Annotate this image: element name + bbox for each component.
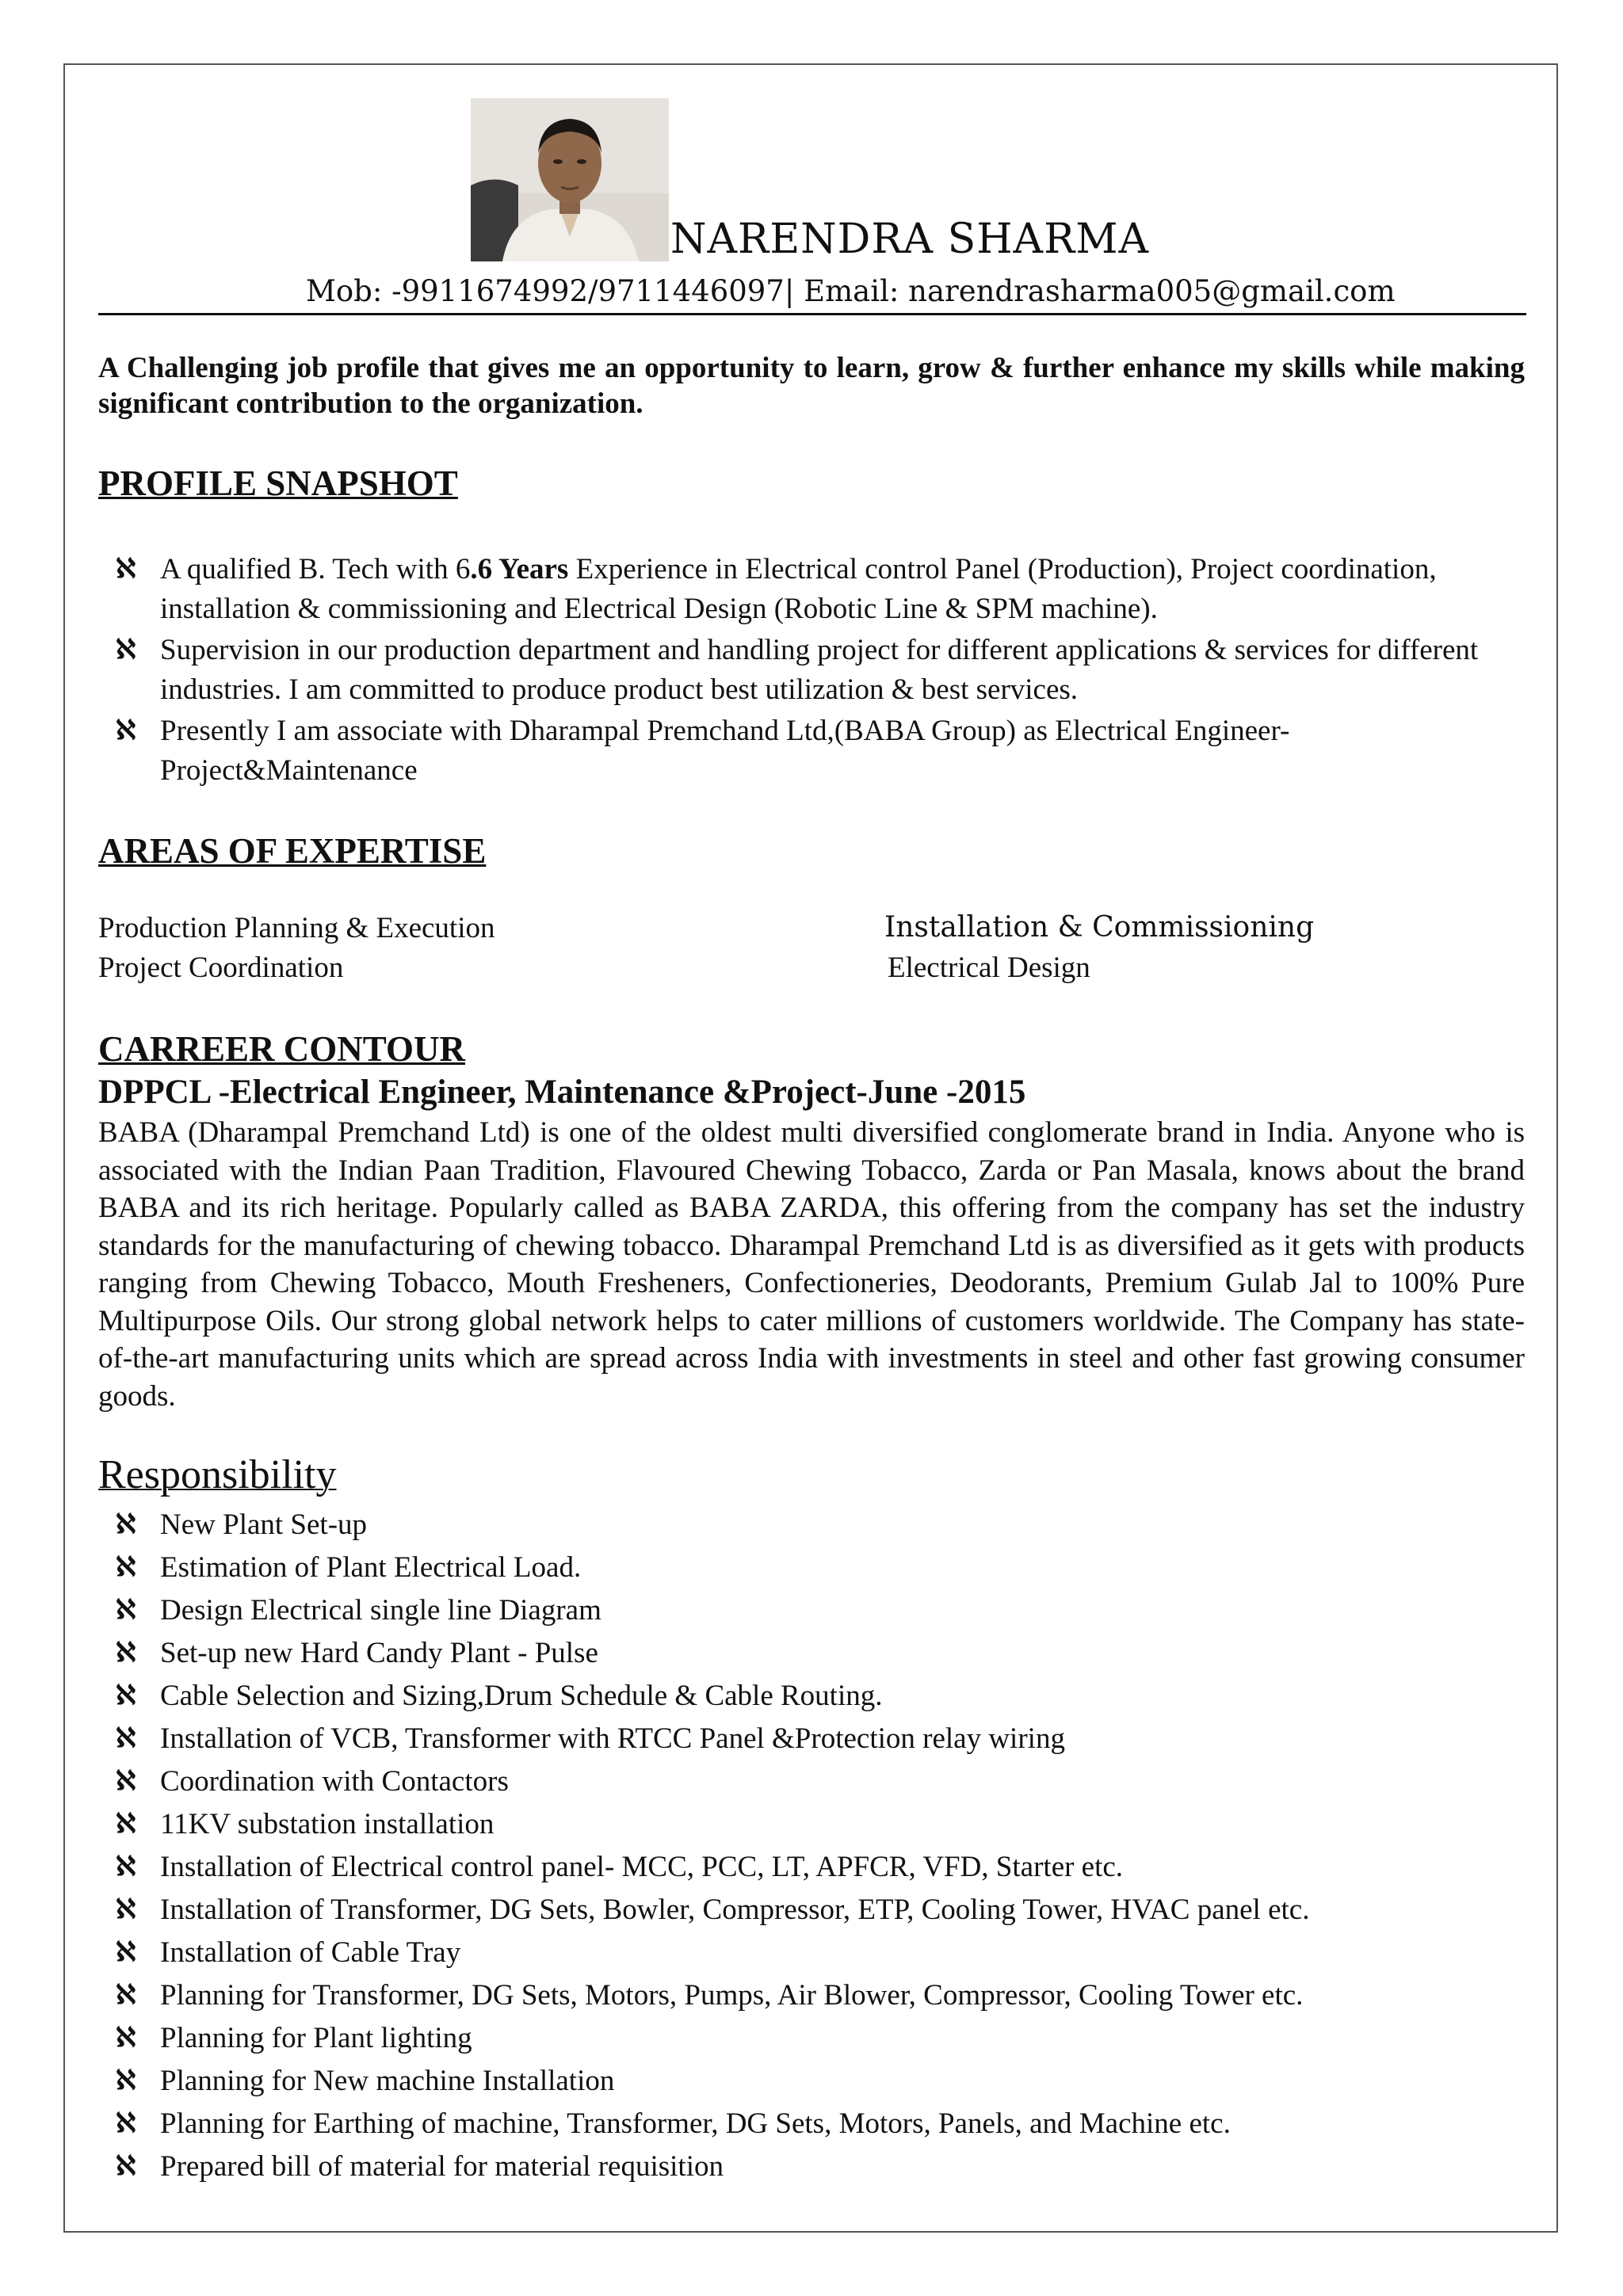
bullet-icon: ℵ xyxy=(116,1852,136,1882)
list-item: ℵ A qualified B. Tech with 6.6 Years Experience in Electrical control Panel (Production), Project coordination, installation & commissioning and Electrical Design (Robotic Line & SPM machine). xyxy=(98,550,1541,629)
bullet-icon: ℵ xyxy=(116,1981,136,2010)
bullet-icon: ℵ xyxy=(116,1553,136,1582)
profile-snapshot-heading: PROFILE SNAPSHOT xyxy=(98,463,458,503)
responsibility-heading: Responsibility xyxy=(98,1452,337,1497)
responsibility-list xyxy=(98,1504,1541,2188)
areas-of-expertise-heading: AREAS OF EXPERTISE xyxy=(98,831,487,871)
bullet-icon: ℵ xyxy=(116,1810,136,1839)
list-item: ℵ New Plant Set-up xyxy=(98,1504,1541,1547)
expertise-item: Installation & Commissioning xyxy=(884,911,1315,944)
bullet-icon: ℵ xyxy=(116,1510,136,1539)
header-divider xyxy=(98,313,1526,315)
list-item: ℵ Estimation of Plant Electrical Load. xyxy=(98,1547,1541,1589)
bullet-icon: ℵ xyxy=(116,1938,136,1967)
bullet-icon: ℵ xyxy=(116,555,136,584)
list-item: ℵ Planning for Earthing of machine, Transformer, DG Sets, Motors, Panels, and Machine etc. xyxy=(98,2103,1541,2145)
bullet-icon: ℵ xyxy=(116,1638,136,1668)
bullet-icon: ℵ xyxy=(116,1895,136,1924)
bullet-icon: ℵ xyxy=(116,1681,136,1711)
list-item: ℵ Planning for Transformer, DG Sets, Motors, Pumps, Air Blower, Compressor, Cooling Tower etc. xyxy=(98,1974,1541,2017)
list-item: ℵ Supervision in our production department and handling project for different applications & services for different industries. I am committed to produce product best utilization & best services. xyxy=(98,631,1541,710)
list-item: ℵ Planning for Plant lighting xyxy=(98,2017,1541,2060)
bullet-icon: ℵ xyxy=(116,2109,136,2138)
list-item: ℵ Coordination with Contactors xyxy=(98,1760,1541,1803)
profile-snapshot-list xyxy=(98,550,1541,792)
list-item: ℵ Installation of VCB, Transformer with RTCC Panel &Protection relay wiring xyxy=(98,1718,1541,1760)
list-item: ℵ Prepared bill of material for material requisition xyxy=(98,2145,1541,2188)
list-item: ℵ Installation of Electrical control panel- MCC, PCC, LT, APFCR, VFD, Starter etc. xyxy=(98,1846,1541,1889)
list-item: ℵ 11KV substation installation xyxy=(98,1803,1541,1846)
list-item: ℵ Set-up new Hard Candy Plant - Pulse xyxy=(98,1632,1541,1675)
profile-photo xyxy=(471,98,669,261)
bullet-icon: ℵ xyxy=(116,2066,136,2096)
job-title: DPPCL -Electrical Engineer, Maintenance &Project-June -2015 xyxy=(98,1074,1026,1111)
expertise-item: Project Coordination xyxy=(98,952,344,984)
bullet-icon: ℵ xyxy=(116,716,136,746)
bullet-icon: ℵ xyxy=(116,1767,136,1796)
contact-info: Mob: -9911674992/9711446097| Email: narendrasharma005@gmail.com xyxy=(306,274,1396,308)
bullet-icon: ℵ xyxy=(116,2023,136,2053)
list-item: ℵ Installation of Cable Tray xyxy=(98,1932,1541,1974)
list-item: ℵ Design Electrical single line Diagram xyxy=(98,1589,1541,1632)
expertise-item: Electrical Design xyxy=(888,952,1090,984)
expertise-item: Production Planning & Execution xyxy=(98,912,495,944)
bullet-icon: ℵ xyxy=(116,1596,136,1625)
career-objective: A Challenging job profile that gives me an opportunity to learn, grow & further enhance my skills while making significant contribution to the organization. xyxy=(98,352,1525,420)
candidate-name: NARENDRA SHARMA xyxy=(670,215,1150,263)
bullet-icon: ℵ xyxy=(116,1724,136,1753)
bullet-icon: ℵ xyxy=(116,635,136,665)
list-item: ℵ Cable Selection and Sizing,Drum Schedule & Cable Routing. xyxy=(98,1675,1541,1718)
career-contour-heading: CARREER CONTOUR xyxy=(98,1029,465,1069)
bullet-icon: ℵ xyxy=(116,2152,136,2181)
company-description: BABA (Dharampal Premchand Ltd) is one of the oldest multi diversified conglomerate brand in India. Anyone who is associated with the Indian Paan Tradition, Flavoured Chewing Tobacco, Zarda or Pan Masala, knows about the brand BABA and its rich heritage. Popularly called as BABA ZARDA, this offering from the company has set the industry standards for the manufacturing of chewing tobacco. Dharampal Premchand Ltd is as diversified as it gets with products ranging from Chewing Tobacco, Mouth Fresheners, Confectioneries, Deodorants, Premium Gulab Jal to 100% Pure Multipurpose Oils. Our strong global network helps to cater millions of customers worldwide. The Company has state-of-the-art manufacturing units which are spread across India with investments in steel and other fast growing consumer goods. xyxy=(98,1116,1525,1413)
list-item: ℵ Planning for New machine Installation xyxy=(98,2060,1541,2103)
list-item: ℵ Installation of Transformer, DG Sets, Bowler, Compressor, ETP, Cooling Tower, HVAC panel etc. xyxy=(98,1889,1541,1932)
list-item: ℵ Presently I am associate with Dharampal Premchand Ltd,(BABA Group) as Electrical Engineer-Project&Maintenance xyxy=(98,711,1541,791)
